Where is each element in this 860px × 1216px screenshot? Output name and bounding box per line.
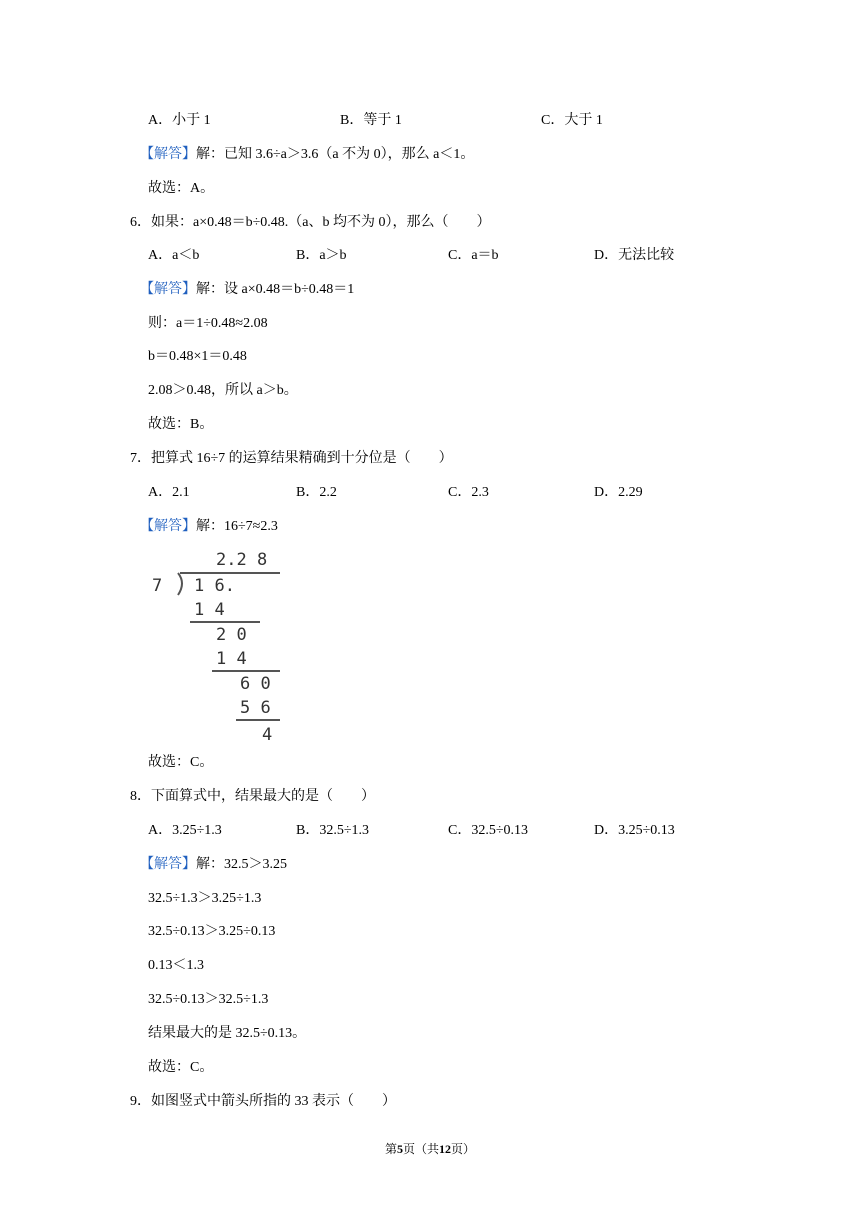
division-step: 2 0 — [216, 625, 247, 645]
q8-option-d: D．3.25÷0.13 — [594, 823, 675, 838]
q5-option-c: C．大于 1 — [541, 113, 603, 128]
answer-tag: 【解答】 — [140, 519, 196, 534]
q7-option-b: B．2.2 — [296, 485, 337, 500]
answer-tag: 【解答】 — [140, 147, 196, 162]
footer-suffix: 页） — [451, 1142, 476, 1156]
q6-choice: 故选：B。 — [148, 417, 214, 432]
q6-line: 则：a＝1÷0.48≈2.08 — [148, 316, 268, 331]
page-footer — [0, 1140, 860, 1157]
division-quotient: 2.2 8 — [216, 550, 268, 570]
answer-tag: 【解答】 — [140, 857, 196, 872]
q7-option-c: C．2.3 — [448, 485, 489, 500]
q8-option-c: C．32.5÷0.13 — [448, 823, 529, 838]
q5-answer — [140, 145, 474, 165]
footer-total-pages: 12 — [439, 1142, 451, 1156]
division-step: 5 6 — [240, 698, 271, 718]
q6-line: b＝0.48×1＝0.48 — [148, 349, 247, 364]
q8-line: 32.5÷1.3＞3.25÷1.3 — [148, 891, 262, 906]
q7-stem: 7．把算式 16÷7 的运算结果精确到十分位是（ ） — [130, 451, 453, 466]
q6-option-a: A．a＜b — [148, 248, 200, 263]
q7-option-d: D．2.29 — [594, 485, 643, 500]
answer-text: 解：16÷7≈2.3 — [196, 519, 278, 534]
q8-choice: 故选：C。 — [148, 1060, 214, 1075]
q7-option-a: A．2.1 — [148, 485, 190, 500]
q5-choice: 故选：A。 — [148, 181, 215, 196]
q6-option-b: B．a＞b — [296, 248, 347, 263]
q6-option-d: D．无法比较 — [594, 248, 675, 263]
division-step: 6 0 — [240, 674, 271, 694]
division-bracket — [178, 573, 182, 595]
q5-option-b: B．等于 1 — [340, 113, 402, 128]
division-step: 1 4 — [194, 600, 225, 620]
division-remainder: 4 — [262, 725, 273, 745]
answer-text: 解：设 a×0.48＝b÷0.48＝1 — [196, 282, 355, 297]
division-divisor: 7 — [152, 576, 163, 596]
footer-prefix: 第 — [384, 1142, 397, 1156]
q5-option-a: A．小于 1 — [148, 113, 211, 128]
division-step: 1 4 — [216, 649, 247, 669]
q8-option-b: B．32.5÷1.3 — [296, 823, 370, 838]
q8-line: 32.5÷0.13＞32.5÷1.3 — [148, 992, 269, 1007]
footer-mid: 页（共 — [402, 1142, 439, 1156]
q6-stem: 6．如果：a×0.48＝b÷0.48.（a、b 均不为 0），那么（ ） — [130, 215, 491, 230]
q8-option-a: A．3.25÷1.3 — [148, 823, 222, 838]
answer-text: 解：已知 3.6÷a＞3.6（a 不为 0），那么 a＜1。 — [196, 147, 475, 162]
q8-line: 结果最大的是 32.5÷0.13。 — [148, 1026, 307, 1041]
q8-stem: 8．下面算式中，结果最大的是（ ） — [130, 789, 375, 804]
q8-line: 0.13＜1.3 — [148, 958, 204, 973]
q6-line: 2.08＞0.48，所以 a＞b。 — [148, 383, 298, 398]
q7-choice: 故选：C。 — [148, 755, 214, 770]
q7-answer — [140, 517, 278, 537]
long-division-figure — [148, 545, 288, 745]
q8-line: 32.5÷0.13＞3.25÷0.13 — [148, 924, 276, 939]
q6-option-c: C．a＝b — [448, 248, 499, 263]
answer-text: 解：32.5＞3.25 — [196, 857, 287, 872]
q8-answer — [140, 855, 287, 875]
footer-page-number: 5 — [396, 1142, 403, 1156]
answer-tag: 【解答】 — [140, 282, 196, 297]
division-dividend: 1 6. — [194, 576, 235, 596]
q6-answer — [140, 280, 354, 300]
q9-stem: 9．如图竖式中箭头所指的 33 表示（ ） — [130, 1094, 396, 1109]
